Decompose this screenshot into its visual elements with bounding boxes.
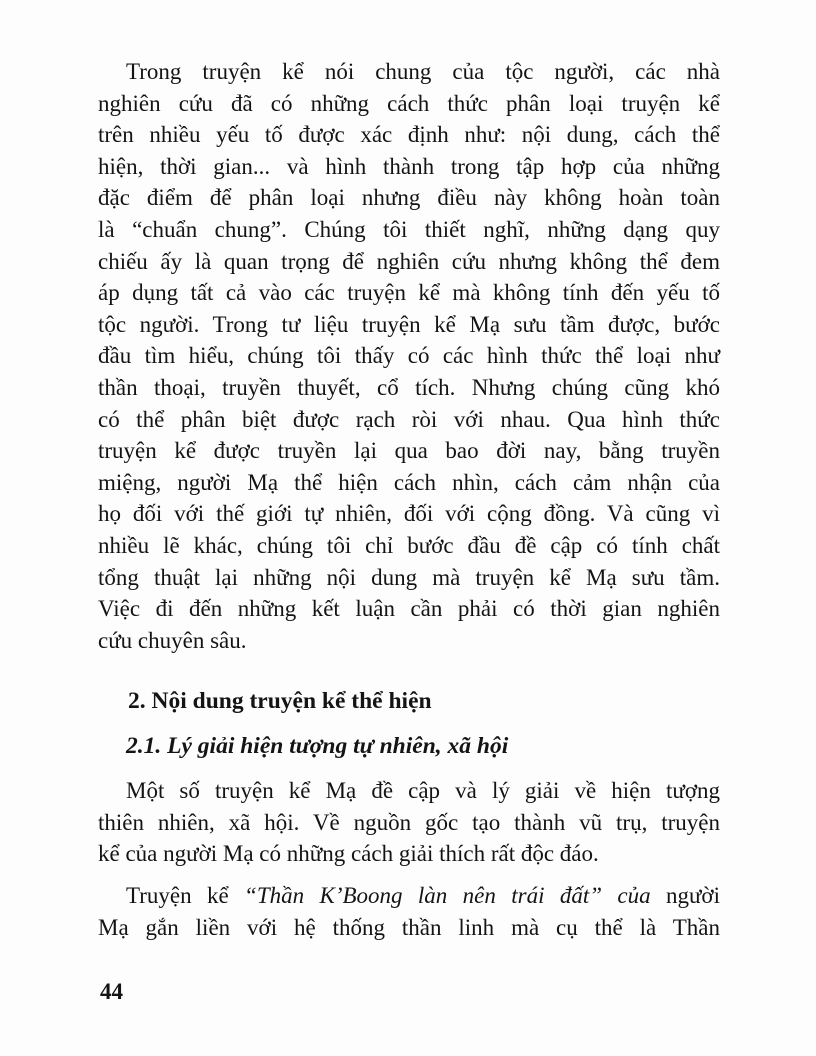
paragraph-classification [98,56,720,656]
page-number: 44 [100,979,123,1005]
text-line: là “chuẩn chung”. Chúng tôi thiết nghĩ, những dạng quy [98,216,720,242]
text-run: người [650,883,720,909]
text-line: chiếu ấy là quan trọng để nghiên cứu nhưng không thể đem [98,248,720,274]
text-block [98,56,720,1007]
section-heading: 2. Nội dung truyện kể thể hiện [128,688,432,715]
text-line: có thể phân biệt được rạch ròi với nhau. Qua hình thức [98,406,720,432]
text-line: tổng thuật lại những nội dung mà truyện kể Mạ sưu tầm. [98,564,720,590]
text-line: họ đối với thế giới tự nhiên, đối với cộng đồng. Và cũng vì [98,501,720,527]
text-run: Truyện kể [126,883,245,909]
paragraph-nature-society [98,775,720,870]
text-line: Mạ gắn liền với hệ thống thần linh mà cụ thể là Thần [98,914,720,940]
text-line: đặc điểm để phân loại nhưng điều này không hoàn toàn [98,185,720,211]
text-line: trên nhiều yếu tố được xác định như: nội dung, cách thể [98,122,720,148]
text-line: cứu chuyên sâu. [98,627,247,653]
text-line: áp dụng tất cả vào các truyện kể mà không tính đến yếu tố [98,280,720,306]
text-line: thần thoại, truyền thuyết, cổ tích. Nhưng chúng cũng khó [98,374,720,400]
text-line: tộc người. Trong tư liệu truyện kể Mạ sưu tầm được, bước [98,311,720,337]
text-line: kể của người Mạ có những cách giải thích rất độc đáo. [98,841,599,867]
story-title-italic: “Thần K’Boong làn nên trái đất” của [244,883,651,909]
subsection-heading: 2.1. Lý giải hiện tượng tự nhiên, xã hội [126,733,509,760]
text-line: thiên nhiên, xã hội. Về nguồn gốc tạo thành vũ trụ, truyện [98,809,720,835]
text-line: Việc đi đến những kết luận cần phải có thời gian nghiên [98,596,720,622]
text-line: đầu tìm hiểu, chúng tôi thấy có các hình thức thể loại như [98,343,720,369]
text-line [98,880,720,912]
text-line: Một số truyện kể Mạ đề cập và lý giải về hiện tượng [126,778,720,804]
text-line: miệng, người Mạ thể hiện cách nhìn, cách cảm nhận của [98,469,720,495]
text-line: truyện kể được truyền lại qua bao đời nay, bằng truyền [98,438,720,464]
paragraph-kboong-story [98,880,720,943]
text-line: nghiên cứu đã có những cách thức phân loại truyện kể [98,90,720,116]
text-line: nhiều lẽ khác, chúng tôi chỉ bước đầu đề cập có tính chất [98,532,720,558]
text-line: hiện, thời gian... và hình thành trong tập hợp của những [98,153,720,179]
text-line: Trong truyện kể nói chung của tộc người, các nhà [126,59,720,84]
